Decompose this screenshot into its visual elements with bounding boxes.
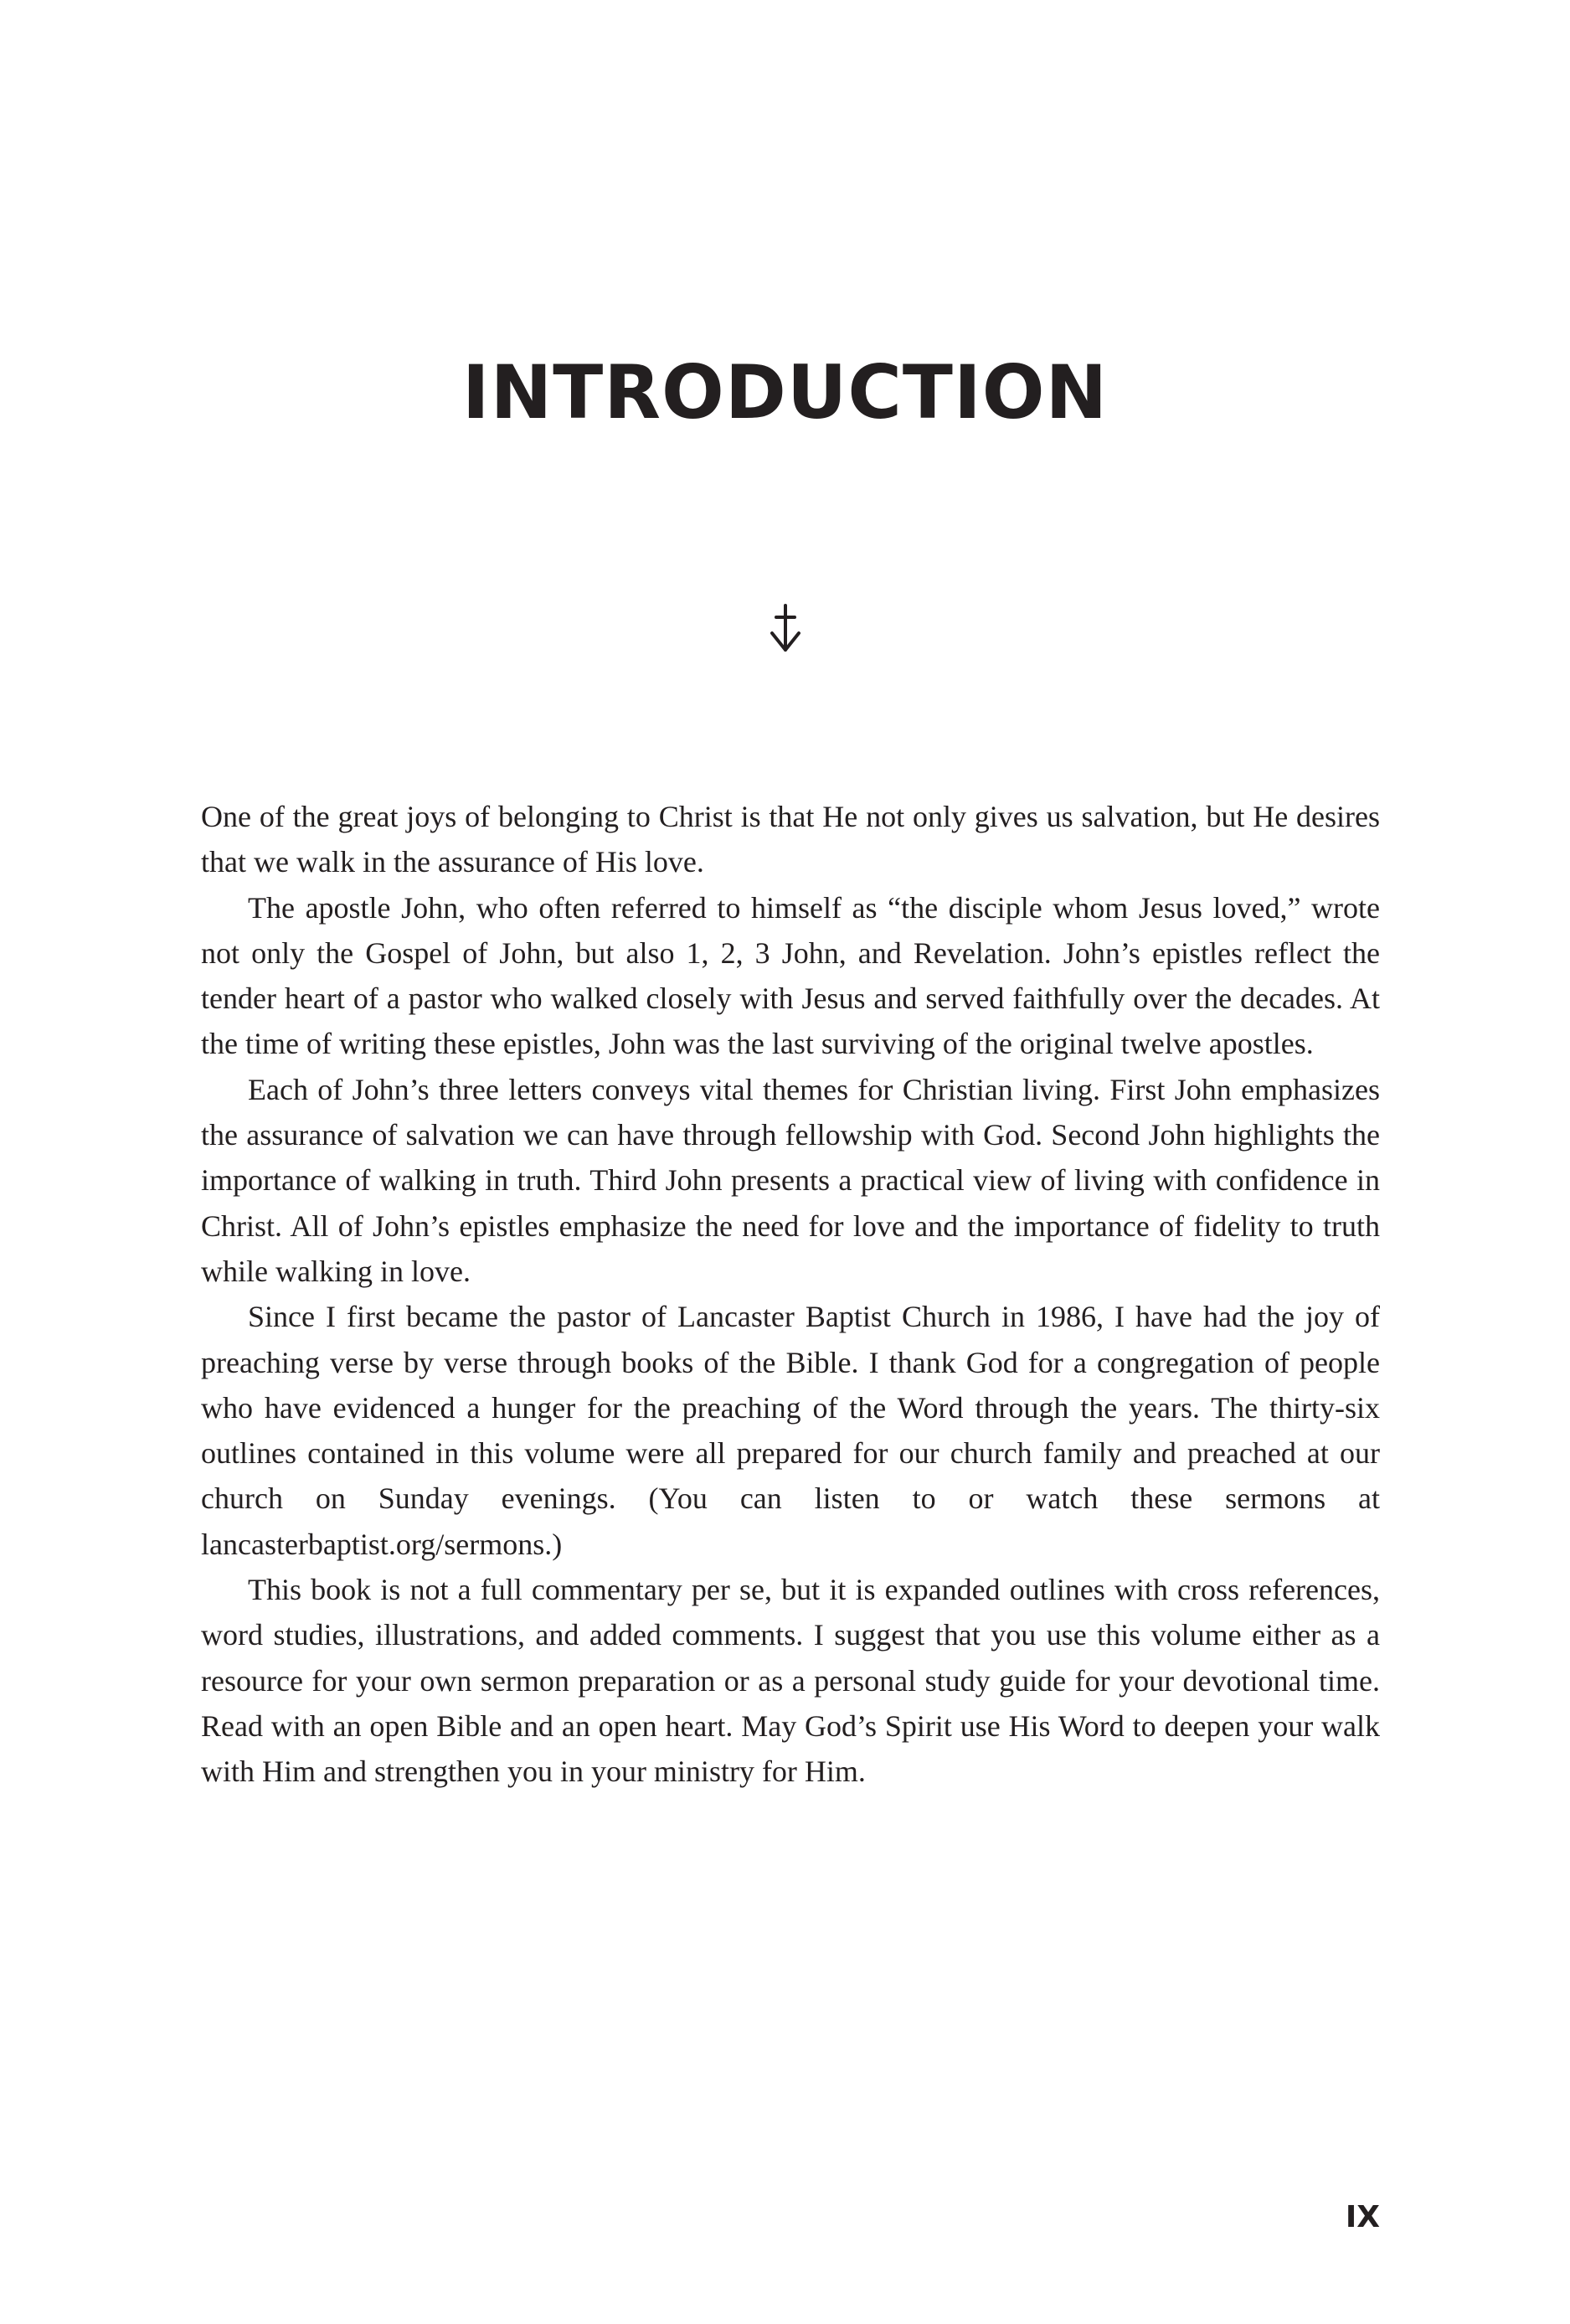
paragraph: This book is not a full commentary per se, but it is expanded outlines with cross references, word studies, illustrations, and added comments. I suggest that you use this volume either as a resource for your own sermon preparation or as a personal study guide for your devotional time. Read with an open Bible and an open heart. May God’s Spirit use His Word to deepen your walk with Him and strengthen you in your ministry for Him. xyxy=(201,1573,1380,1789)
introduction-body xyxy=(201,794,1380,1795)
cross-anchor-icon xyxy=(768,603,803,655)
page-number: IX xyxy=(1345,2200,1380,2234)
chapter-title: INTRODUCTION xyxy=(461,349,1109,435)
paragraph: Each of John’s three letters conveys vital themes for Christian living. First John emphasizes the assurance of salvation we can have through fellowship with God. Second John highlights the importance of walking in truth. Third John presents a practical view of living with confidence in Christ. All of John’s epistles emphasize the need for love and the importance of fidelity to truth while walking in love. xyxy=(201,1072,1380,1288)
paragraph: The apostle John, who often referred to himself as “the disciple whom Jesus loved,” wrote not only the Gospel of John, but also 1, 2, 3 John, and Revelation. John’s epistles reflect the tender heart of a pastor who walked closely with Jesus and served faithfully over the decades. At the time of writing these epistles, John was the last surviving of the original twelve apostles. xyxy=(201,890,1380,1061)
paragraph: Since I first became the pastor of Lancaster Baptist Church in 1986, I have had the joy of preaching verse by verse through books of the Bible. I thank God for a congregation of people who have evidenced a hunger for the preaching of the Word through the years. The thirty-six outlines contained in this volume were all prepared for our church family and preached at our church on Sunday evenings. (You can listen to or watch these sermons at lancasterbaptist.org/sermons.) xyxy=(201,1300,1380,1561)
paragraph: One of the great joys of belonging to Christ is that He not only gives us salvation, but He desires that we walk in the assurance of His love. xyxy=(201,800,1380,879)
